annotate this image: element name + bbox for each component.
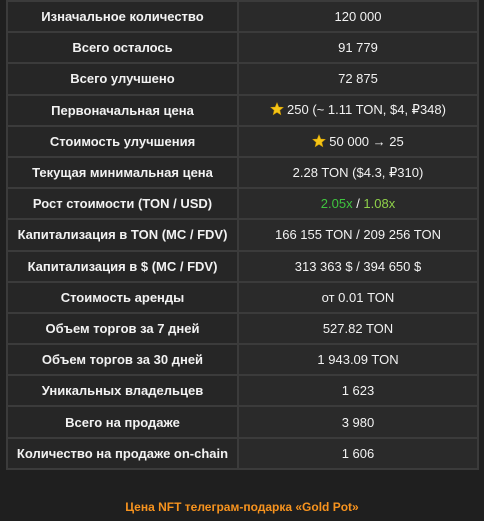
row-value: 1 943.09 TON xyxy=(238,344,478,375)
row-value: 250 (~ 1.11 TON, $4, ₽348) xyxy=(287,102,446,118)
row-label: Рост стоимости (TON / USD) xyxy=(7,188,238,219)
row-value: 91 779 xyxy=(238,32,478,63)
row-value-cell xyxy=(238,126,478,157)
row-label: Всего улучшено xyxy=(7,63,238,94)
row-label: Стоимость улучшения xyxy=(7,126,238,157)
row-label: Всего осталось xyxy=(7,32,238,63)
row-value: 2.28 TON ($4.3, ₽310) xyxy=(238,157,478,188)
table-row xyxy=(7,251,478,282)
row-value: 527.82 TON xyxy=(238,313,478,344)
table-row xyxy=(7,406,478,437)
row-value: 1 606 xyxy=(238,438,478,469)
row-label: Объем торгов за 30 дней xyxy=(7,344,238,375)
table-row xyxy=(7,282,478,313)
row-label: Первоначальная цена xyxy=(7,95,238,126)
row-label: Изначальное количество xyxy=(7,1,238,32)
table-row xyxy=(7,344,478,375)
row-value-cell xyxy=(238,95,478,126)
row-label: Объем торгов за 7 дней xyxy=(7,313,238,344)
row-label: Текущая минимальная цена xyxy=(7,157,238,188)
row-label: Капитализация в $ (MC / FDV) xyxy=(7,251,238,282)
row-value: 166 155 TON / 209 256 TON xyxy=(238,219,478,250)
table-row xyxy=(7,95,478,126)
table-row xyxy=(7,1,478,32)
row-value: 50 000 → 25 xyxy=(329,133,404,149)
table-row xyxy=(7,313,478,344)
caption: Цена NFT телеграм-подарка «Gold Pot» xyxy=(125,500,359,514)
stats-table xyxy=(6,0,479,470)
row-label: Количество на продаже on-chain xyxy=(7,438,238,469)
row-label: Всего на продаже xyxy=(7,406,238,437)
growth-ton-value: 2.05x xyxy=(320,196,353,212)
row-label: Капитализация в TON (MC / FDV) xyxy=(7,219,238,250)
row-value: 313 363 $ / 394 650 $ xyxy=(238,251,478,282)
star-icon xyxy=(312,134,326,148)
table-row xyxy=(7,219,478,250)
row-value: 1 623 xyxy=(238,375,478,406)
growth-separator: / xyxy=(352,196,364,212)
row-value-cell xyxy=(238,188,478,219)
row-value: от 0.01 TON xyxy=(238,282,478,313)
table-row xyxy=(7,188,478,219)
row-label: Уникальных владельцев xyxy=(7,375,238,406)
growth-usd-value: 1.08x xyxy=(363,196,396,212)
row-label: Стоимость аренды xyxy=(7,282,238,313)
row-value: 72 875 xyxy=(238,63,478,94)
star-icon xyxy=(270,102,284,116)
table-row xyxy=(7,157,478,188)
table-row xyxy=(7,126,478,157)
table-row xyxy=(7,438,478,469)
row-value: 120 000 xyxy=(238,1,478,32)
row-value: 3 980 xyxy=(238,406,478,437)
table-row xyxy=(7,375,478,406)
table-row xyxy=(7,32,478,63)
table-row xyxy=(7,63,478,94)
